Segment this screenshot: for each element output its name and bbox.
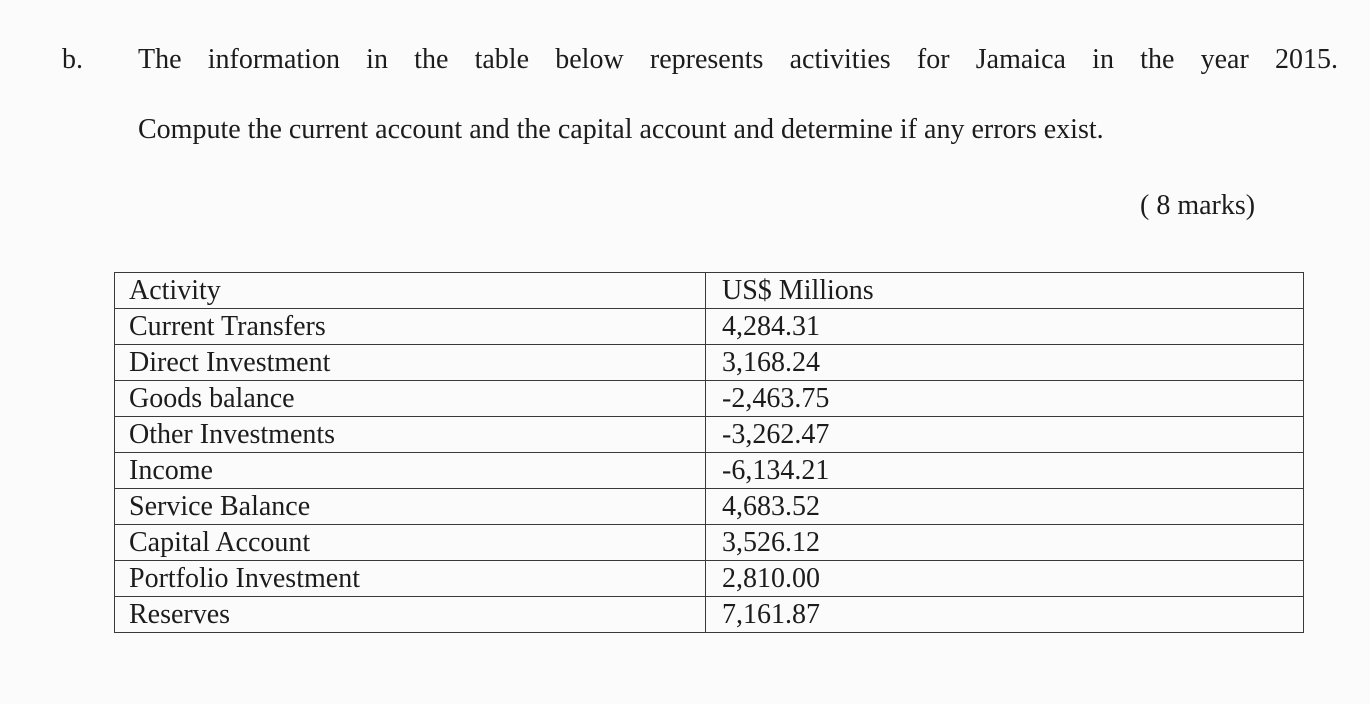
table-row: [115, 489, 1304, 525]
table-row: [115, 561, 1304, 597]
activity-cell: Other Investments: [115, 417, 706, 453]
marks-allocation: ( 8 marks): [1140, 190, 1256, 221]
value-cell: 7,161.87: [706, 597, 1304, 633]
table-row: [115, 417, 1304, 453]
activity-cell: Current Transfers: [115, 309, 706, 345]
table-row: [115, 597, 1304, 633]
question-text-line-2: Compute the current account and the capital account and determine if any errors exist.: [138, 114, 1104, 145]
table-row: [115, 381, 1304, 417]
table-row: [115, 525, 1304, 561]
activity-cell: Portfolio Investment: [115, 561, 706, 597]
value-cell: -6,134.21: [706, 453, 1304, 489]
table-row: [115, 345, 1304, 381]
value-cell: 3,526.12: [706, 525, 1304, 561]
table-row: [115, 453, 1304, 489]
activity-cell: Direct Investment: [115, 345, 706, 381]
value-cell: -2,463.75: [706, 381, 1304, 417]
activity-cell: Capital Account: [115, 525, 706, 561]
value-cell: -3,262.47: [706, 417, 1304, 453]
activity-cell: Service Balance: [115, 489, 706, 525]
column-header-activity: Activity: [115, 273, 706, 309]
question-label: b.: [62, 44, 83, 75]
value-cell: 4,284.31: [706, 309, 1304, 345]
value-cell: 3,168.24: [706, 345, 1304, 381]
value-cell: 4,683.52: [706, 489, 1304, 525]
activities-table: [114, 272, 1304, 633]
value-cell: 2,810.00: [706, 561, 1304, 597]
column-header-value: US$ Millions: [706, 273, 1304, 309]
activity-cell: Income: [115, 453, 706, 489]
table-header-row: [115, 273, 1304, 309]
activity-cell: Reserves: [115, 597, 706, 633]
activity-cell: Goods balance: [115, 381, 706, 417]
question-text-line-1: The information in the table below represents activities for Jamaica in the year 2015.: [138, 44, 1338, 75]
table-row: [115, 309, 1304, 345]
